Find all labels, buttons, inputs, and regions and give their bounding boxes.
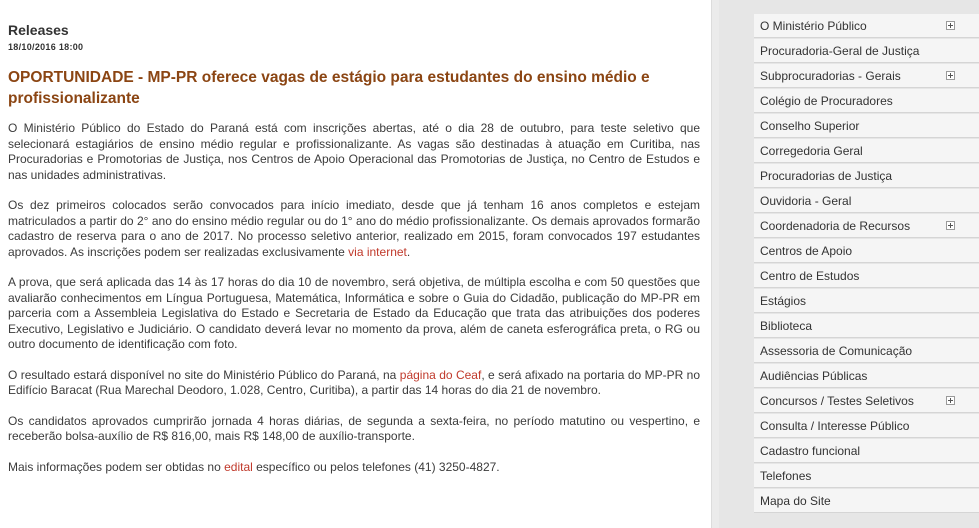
paragraph-1: O Ministério Público do Estado do Paraná está com inscrições abertas, até o dia 28 de outubro, para teste seletivo que selecionará estagiários de ensino médio regular e profissionalizante. As vagas são destinadas à atuação em Curitiba, nas Procuradorias e Promotorias de Justiça, nos Centros de Apoio Operacional das Promotorias de Justiça, no Centro de Estudos e nas unidades administrativas. — [8, 121, 700, 182]
paragraph-6-text: Mais informações podem ser obtidas no — [8, 459, 225, 474]
paragraph-5: Os candidatos aprovados cumprirão jornada 4 horas diárias, de segunda a sexta-feira, no período matutino ou vespertino, e receberão bolsa-auxílio de R$ 816,00, mais R$ 148,00 de auxílio-transporte. — [8, 413, 700, 443]
sidebar-item-estagios[interactable] — [754, 289, 979, 313]
edital-link[interactable]: edital — [224, 459, 253, 474]
sidebar-item-concursos-testes-seletivos[interactable] — [754, 389, 979, 413]
sidebar-item-conselho-superior[interactable] — [754, 114, 979, 138]
sidebar-item-label: Concursos / Testes Seletivos — [760, 394, 914, 408]
sidebar-item-procuradorias-de-justica[interactable] — [754, 164, 979, 188]
sidebar-item-centros-de-apoio[interactable] — [754, 239, 979, 263]
expand-plus-icon[interactable] — [946, 21, 955, 30]
article-body — [8, 121, 700, 490]
sidebar-item-biblioteca[interactable] — [754, 314, 979, 338]
sidebar-item-telefones[interactable] — [754, 464, 979, 488]
sidebar-menu — [754, 14, 979, 514]
paragraph-4-text: O resultado estará disponível no site do Ministério Público do Paraná, na — [8, 367, 400, 382]
sidebar-item-label: Procuradoria-Geral de Justiça — [760, 44, 920, 58]
paragraph-6-end: específico ou pelos telefones (41) 3250-4827. — [252, 459, 500, 474]
sidebar — [719, 0, 979, 528]
paragraph-4 — [8, 368, 700, 399]
expand-plus-icon[interactable] — [946, 396, 955, 405]
sidebar-item-label: Estágios — [760, 294, 807, 308]
sidebar-item-assessoria-de-comunicacao[interactable] — [754, 339, 979, 363]
sidebar-item-cadastro-funcional[interactable] — [754, 439, 979, 463]
sidebar-item-o-ministerio-publico[interactable] — [754, 14, 979, 38]
sidebar-item-procuradoria-geral-de-justica[interactable] — [754, 39, 979, 63]
sidebar-item-subprocuradorias-gerais[interactable] — [754, 64, 979, 88]
article-headline: OPORTUNIDADE - MP-PR oferece vagas de estágio para estudantes do ensino médio e profissionalizante — [8, 69, 650, 107]
sidebar-item-label: Assessoria de Comunicação — [760, 344, 913, 358]
sidebar-item-ouvidoria-geral[interactable] — [754, 189, 979, 213]
via-internet-link[interactable]: via internet — [348, 244, 407, 259]
ceaf-page-link[interactable]: página do Ceaf — [399, 367, 482, 382]
sidebar-item-label: Conselho Superior — [760, 119, 860, 133]
sidebar-item-label: Mapa do Site — [760, 494, 831, 508]
sidebar-item-label: Centro de Estudos — [760, 269, 860, 283]
sidebar-item-label: Procuradorias de Justiça — [760, 169, 893, 183]
paragraph-6 — [8, 460, 700, 476]
expand-plus-icon[interactable] — [946, 71, 955, 80]
paragraph-2-text: Os dez primeiros colocados serão convocados para início imediato, desde que já tenham 16 anos completos e estejam matriculados a partir do 2° ano do ensino médio regular ou do 1° ano do médio profissionalizante. Os demais aprovados formarão cadastro de reserva para o ano de 2017. No processo seletivo anterior, realizado em 2015, foram convocados 197 estudantes aprovados. As inscrições podem ser realizadas exclusivamente — [8, 198, 700, 259]
sidebar-item-label: O Ministério Público — [760, 19, 867, 33]
sidebar-item-coordenadoria-de-recursos[interactable] — [754, 214, 979, 238]
sidebar-item-label: Cadastro funcional — [760, 444, 861, 458]
sidebar-item-centro-de-estudos[interactable] — [754, 264, 979, 288]
sidebar-item-corregedoria-geral[interactable] — [754, 139, 979, 163]
paragraph-4-end: , e será afixado na portaria do MP-PR no Edifício Baracat (Rua Marechal Deodoro, 1.028, Centro, Curitiba), a partir das 14 horas do dia 21 de novembro. — [8, 367, 701, 397]
paragraph-3: A prova, que será aplicada das 14 às 17 horas do dia 10 de novembro, será objetiva, de múltipla escolha e com 50 questões que avaliarão conhecimentos em Língua Portuguesa, Matemática, Informática e sobre o Guia do Cidadão, publicação do MP-PR em parceria com a Assembleia Legislativa do Estado e Secretaria de Estado da Educação que trata das atribuições dos poderes Executivo, Legislativo e Judiciário. O candidato deverá levar no momento da prova, além de caneta esferográfica preta, o RG ou outro documento de identificação com foto. — [8, 275, 700, 351]
sidebar-item-label: Coordenadoria de Recursos — [760, 219, 911, 233]
sidebar-item-mapa-do-site[interactable] — [754, 489, 979, 513]
sidebar-item-colegio-de-procuradores[interactable] — [754, 89, 979, 113]
section-title: Releases — [8, 22, 69, 38]
sidebar-item-label: Subprocuradorias - Gerais — [760, 69, 901, 83]
sidebar-item-label: Ouvidoria - Geral — [760, 194, 852, 208]
paragraph-2 — [8, 198, 700, 260]
paragraph-2-end: . — [406, 244, 411, 259]
sidebar-item-consulta-interesse-publico[interactable] — [754, 414, 979, 438]
sidebar-item-label: Colégio de Procuradores — [760, 94, 893, 108]
sidebar-item-label: Consulta / Interesse Público — [760, 419, 910, 433]
expand-plus-icon[interactable] — [946, 221, 955, 230]
sidebar-item-audiencias-publicas[interactable] — [754, 364, 979, 388]
publish-date: 18/10/2016 18:00 — [8, 42, 84, 52]
sidebar-item-label: Telefones — [760, 469, 812, 483]
sidebar-item-label: Corregedoria Geral — [760, 144, 863, 158]
sidebar-item-label: Audiências Públicas — [760, 369, 868, 383]
sidebar-item-label: Biblioteca — [760, 319, 813, 333]
sidebar-item-label: Centros de Apoio — [760, 244, 853, 258]
